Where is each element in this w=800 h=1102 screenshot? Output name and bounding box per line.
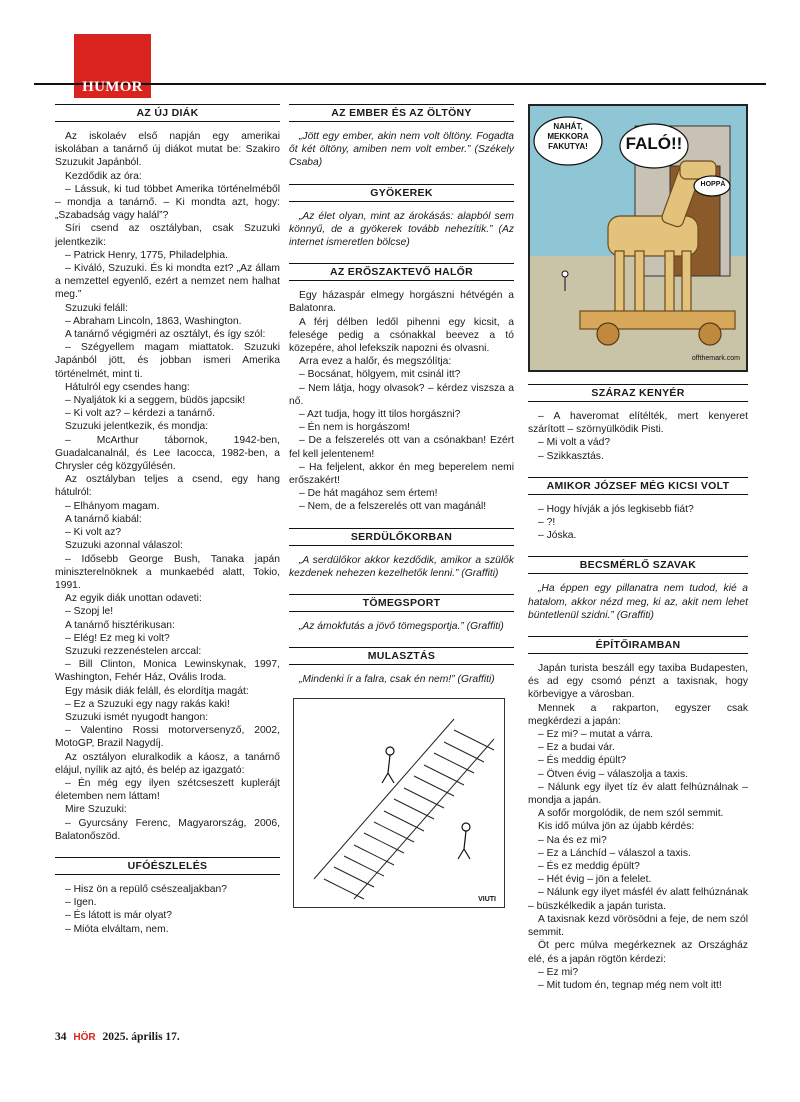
paragraph: Öt perc múlva megérkeznek az Országház elé, és a japán rögtön kérdezi: <box>528 940 748 965</box>
article-body <box>289 620 514 633</box>
section-label: HUMOR <box>82 79 143 95</box>
paragraph: Egy másik diák feláll, és elordítja magát: <box>65 685 249 697</box>
paragraph: – Mióta elváltam, nem. <box>65 923 169 935</box>
article-body <box>289 673 514 686</box>
paragraph: A tanárnő végigméri az osztályt, és így szól: <box>65 329 266 341</box>
paragraph: – És látott is már olyat? <box>65 910 173 922</box>
column-1 <box>55 104 280 950</box>
paragraph: – Azt tudja, hogy itt tilos horgászni? <box>299 409 461 421</box>
article-epitoiramban <box>528 636 748 992</box>
paragraph: Szuzuki rezzenéstelen arccal: <box>65 645 202 657</box>
paragraph: Az iskolaév első napján egy amerikai iskolában a tanárnő új diákot mutat be: Szakiro Szuzukit Japánból. <box>55 131 280 169</box>
paragraph: Az egyik diák unottan odaveti: <box>65 593 202 605</box>
paragraph: – Ez mi? <box>538 966 579 978</box>
paragraph: – Kiváló, Szuzuki. És ki mondta ezt? „Az állam a nemzettel egyenlő, ezért a nemzet nem halhat meg.” <box>55 263 280 301</box>
paragraph: – Én még egy ilyen szétcseszett kuplerájt életemben nem láttam! <box>55 777 280 803</box>
paragraph: – Ez a budai vár. <box>538 742 615 754</box>
paragraph: – Bocsánat, hölgyem, mit csinál itt? <box>299 369 461 381</box>
stairs-cartoon <box>293 698 505 908</box>
paragraph: Egy házaspár elmegy horgászni hétvégén a Balatonra. <box>289 290 514 315</box>
article-gyokerek <box>289 184 514 250</box>
paragraph: – Ha feljelent, akkor én meg beperelem nemi erőszakért! <box>289 461 514 487</box>
paragraph: Japán turista beszáll egy taxiba Budapesten, és ad egy csomó pénzt a taxisnak, hogy körbevigye a városban. <box>528 663 748 701</box>
column-2 <box>289 104 514 908</box>
paragraph: Az osztályon eluralkodik a káosz, a tanárnő elájul, nyílik az ajtó, és belép az igazgató: <box>55 751 280 776</box>
article-az-ember-es-az-oltony <box>289 104 514 170</box>
paragraph: – Idősebb George Bush, Tanaka japán miniszterelnöknek a munkaebéd alatt, Tokio, 1991. <box>55 553 280 591</box>
article-mulasztas <box>289 647 514 686</box>
paragraph: – Szikkasztás. <box>538 450 604 462</box>
paragraph: Szuzuki jelentkezik, és mondja: <box>65 421 209 433</box>
paragraph: Arra evez a halőr, és megszólítja: <box>299 356 452 368</box>
paragraph: – McArthur tábornok, 1942-ben, Guadalcanalnál, és Lee Iacocca, 1982-ben, a Chrysler cég közgyűlésén. <box>55 434 280 473</box>
paragraph: – Ki volt az? – kérdezi a tanárnő. <box>65 408 215 420</box>
paragraph: – És meddig épült? <box>538 755 627 767</box>
paragraph: „Az ámokfutás a jövő tömegsportja.” (Graffiti) <box>299 621 504 633</box>
article-body <box>528 582 748 622</box>
paragraph: – Igen. <box>65 897 97 909</box>
speech-bubble-left: NAHÁT, MEKKORA FAKUTYA! <box>547 122 589 151</box>
article-body <box>528 662 748 992</box>
paragraph: „A serdülőkor akkor kezdődik, amikor a szülők kezdenek nehezen kezelhetők lenni.” (Graffiti) <box>289 554 514 579</box>
article-title: UFÓÉSZLELÉS <box>55 857 280 875</box>
paragraph: – Nálunk egy ilyet tíz év alatt felhúználnak – mondja a japán. <box>528 781 748 807</box>
paragraph: – Ez mi? – mutat a várra. <box>538 729 654 741</box>
paragraph: A tanárnő hisztérikusan: <box>65 619 175 631</box>
paragraph: „Mindenki ír a falra, csak én nem!” (Graffiti) <box>299 674 495 686</box>
paragraph: – A haveromat elítélték, mert kenyeret szárított – szörnyülködik Pisti. <box>528 411 748 436</box>
paragraph: Kis idő múlva jön az újabb kérdés: <box>538 821 695 833</box>
paragraph: – Mit tudom én, tegnap még nem volt itt! <box>538 979 722 991</box>
paragraph: „Ha éppen egy pillanatra nem tudod, kié a hatalom, akkor nézd meg, ki az, akit nem lehet büntetlenül szidni.” (Graffiti) <box>528 583 748 621</box>
cartoon-signature: VIUTI <box>478 896 496 904</box>
paragraph: – Jóska. <box>538 530 577 542</box>
paragraph: A tanárnő kiabál: <box>65 513 142 525</box>
paragraph: A taxisnak kezd vörösödni a feje, de nem szól semmit. <box>528 913 748 939</box>
paragraph: – De a felszerelés ott van a csónakban! Ezért fel kell jelentenem! <box>289 435 514 460</box>
article-title: GYÖKEREK <box>289 184 514 202</box>
paragraph: – Valentino Rossi motorversenyző, 2002, MotoGP, Brazil Nagydíj. <box>55 725 280 750</box>
paragraph: – Elhányom magam. <box>65 500 160 512</box>
paragraph: – Nálunk egy ilyet másfél év alatt felhúznának – büszkélkedik a japán turista. <box>528 887 748 912</box>
stairs-illustration <box>294 699 504 907</box>
paragraph: Mennek a rakparton, egyszer csak megkérdezi a japán: <box>528 702 748 727</box>
paragraph: Szuzuki feláll: <box>65 302 128 314</box>
paragraph: Szuzuki ismét nyugodt hangon: <box>65 711 209 723</box>
paragraph: – Ötven évig – válaszolja a taxis. <box>538 768 688 780</box>
paragraph: „Jött egy ember, akin nem volt öltöny. Fogadta őt két öltöny, amiben nem volt ember.” (Székely Csaba) <box>289 131 514 169</box>
paragraph: – Én nem is horgászom! <box>299 422 411 434</box>
article-body <box>55 130 280 843</box>
paragraph: – Patrick Henry, 1775, Philadelphia. <box>65 249 228 261</box>
article-title: MULASZTÁS <box>289 647 514 665</box>
trojan-horse-cartoon <box>528 104 748 372</box>
article-tomegsport <box>289 594 514 633</box>
paragraph: A sofőr morgolódik, de nem szól semmit. <box>538 808 724 820</box>
paragraph: Szuzuki azonnal válaszol: <box>65 540 183 552</box>
article-title: AZ EMBER ÉS AZ ÖLTÖNY <box>289 104 514 122</box>
cartoon-credit: offthemark.com <box>691 355 740 362</box>
article-title: SERDÜLŐKORBAN <box>289 528 514 546</box>
paragraph: – Ez a Lánchíd – válaszol a taxis. <box>538 847 691 859</box>
paragraph: Síri csend az osztályban, csak Szuzuki jelentkezik: <box>55 223 280 248</box>
paragraph: – ?! <box>538 517 556 529</box>
article-body <box>289 210 514 250</box>
paragraph: – Nem látja, hogy olvasok? – kérdez viszsza a nő. <box>289 382 514 407</box>
article-body <box>55 883 280 936</box>
article-body <box>289 289 514 513</box>
paragraph: – Lássuk, ki tud többet Amerika történelméből – mondja a tanárnő. – Ki mondta azt, hogy: „Szabadság vagy halál”? <box>55 183 280 222</box>
article-az-eroszaktevo-halor <box>289 263 514 513</box>
page-number: 34 <box>55 1031 67 1043</box>
paragraph: – És ez meddig épült? <box>538 861 640 873</box>
paragraph: – Nyaljátok ki a seggem, büdös japcsik! <box>65 395 246 407</box>
paragraph: Kezdődik az óra: <box>65 170 142 182</box>
article-title: AZ ERŐSZAKTEVŐ HALŐR <box>289 263 514 281</box>
paragraph: – Abraham Lincoln, 1863, Washington. <box>65 315 242 327</box>
article-serdulokorban <box>289 528 514 580</box>
paragraph: – Gyurcsány Ferenc, Magyarország, 2006, Balatonőszöd. <box>55 817 280 842</box>
paragraph: A férj délben ledől pihenni egy kicsit, a felesége pedig a csónakkal beevez a tó közepére, ahol lefekszik napozni és olvasni. <box>289 316 514 355</box>
article-body <box>289 554 514 580</box>
paragraph: – Ki volt az? <box>65 527 122 539</box>
paragraph: – De hát magához sem értem! <box>299 488 438 500</box>
article-becsmerlo-szavak <box>528 556 748 622</box>
paragraph: – Na és ez mi? <box>538 834 607 846</box>
paragraph: Az osztályban teljes a csend, egy hang hátulról: <box>55 474 280 499</box>
article-szaraz-kenyer <box>528 384 748 463</box>
paragraph: – Hisz ön a repülő csészealjakban? <box>65 883 227 895</box>
article-ufoeszleles <box>55 857 280 936</box>
magazine-logo: HÖR <box>73 1032 96 1043</box>
article-title: ÉPÍTŐIRAMBAN <box>528 636 748 654</box>
paragraph: – Bill Clinton, Monica Lewinskynak, 1997, Washington, Fehér Ház, Ovális Iroda. <box>55 659 280 684</box>
article-title: SZÁRAZ KENYÉR <box>528 384 748 402</box>
paragraph: „Az élet olyan, mint az árokásás: alapból sem könnyű, de a gyökerek tovább nehezítik.” (Az internet ismeretlen bölcse) <box>289 210 514 249</box>
paragraph: – Ez a Szuzuki egy nagy rakás kaki! <box>65 698 230 710</box>
speech-bubble-small: HOPPÁ <box>700 181 726 188</box>
paragraph: – Elég! Ez meg ki volt? <box>65 632 170 644</box>
paragraph: Hátulról egy csendes hang: <box>65 381 190 393</box>
paragraph: – Szopj le! <box>65 606 114 618</box>
paragraph: – Hét évig – jön a felelet. <box>538 874 652 886</box>
article-az-uj-diak <box>55 104 280 843</box>
paragraph: – Mi volt a vád? <box>538 437 611 449</box>
issue-date: 2025. április 17. <box>102 1031 180 1043</box>
article-title: AZ ÚJ DIÁK <box>55 104 280 122</box>
paragraph: – Nem, de a felszerelés ott van magánál! <box>299 501 487 513</box>
paragraph: Mire Szuzuki: <box>65 804 127 816</box>
paragraph: – Hogy hívják a jós legkisebb fiát? <box>538 503 694 515</box>
speech-bubble-right: FALÓ!! <box>625 134 683 153</box>
page-footer <box>55 1031 180 1043</box>
paragraph: – Szégyellem magam miattatok. Szuzuki Japánból jött, és jobban ismeri Amerika történelmét, mint ti. <box>55 342 280 380</box>
article-amikor-jozsef <box>528 477 748 543</box>
article-title: AMIKOR JÓZSEF MÉG KICSI VOLT <box>528 477 748 495</box>
article-body <box>528 410 748 463</box>
article-title: BECSMÉRLŐ SZAVAK <box>528 556 748 574</box>
article-body <box>528 503 748 543</box>
column-3 <box>528 104 748 1006</box>
article-body <box>289 130 514 170</box>
article-title: TÖMEGSPORT <box>289 594 514 612</box>
